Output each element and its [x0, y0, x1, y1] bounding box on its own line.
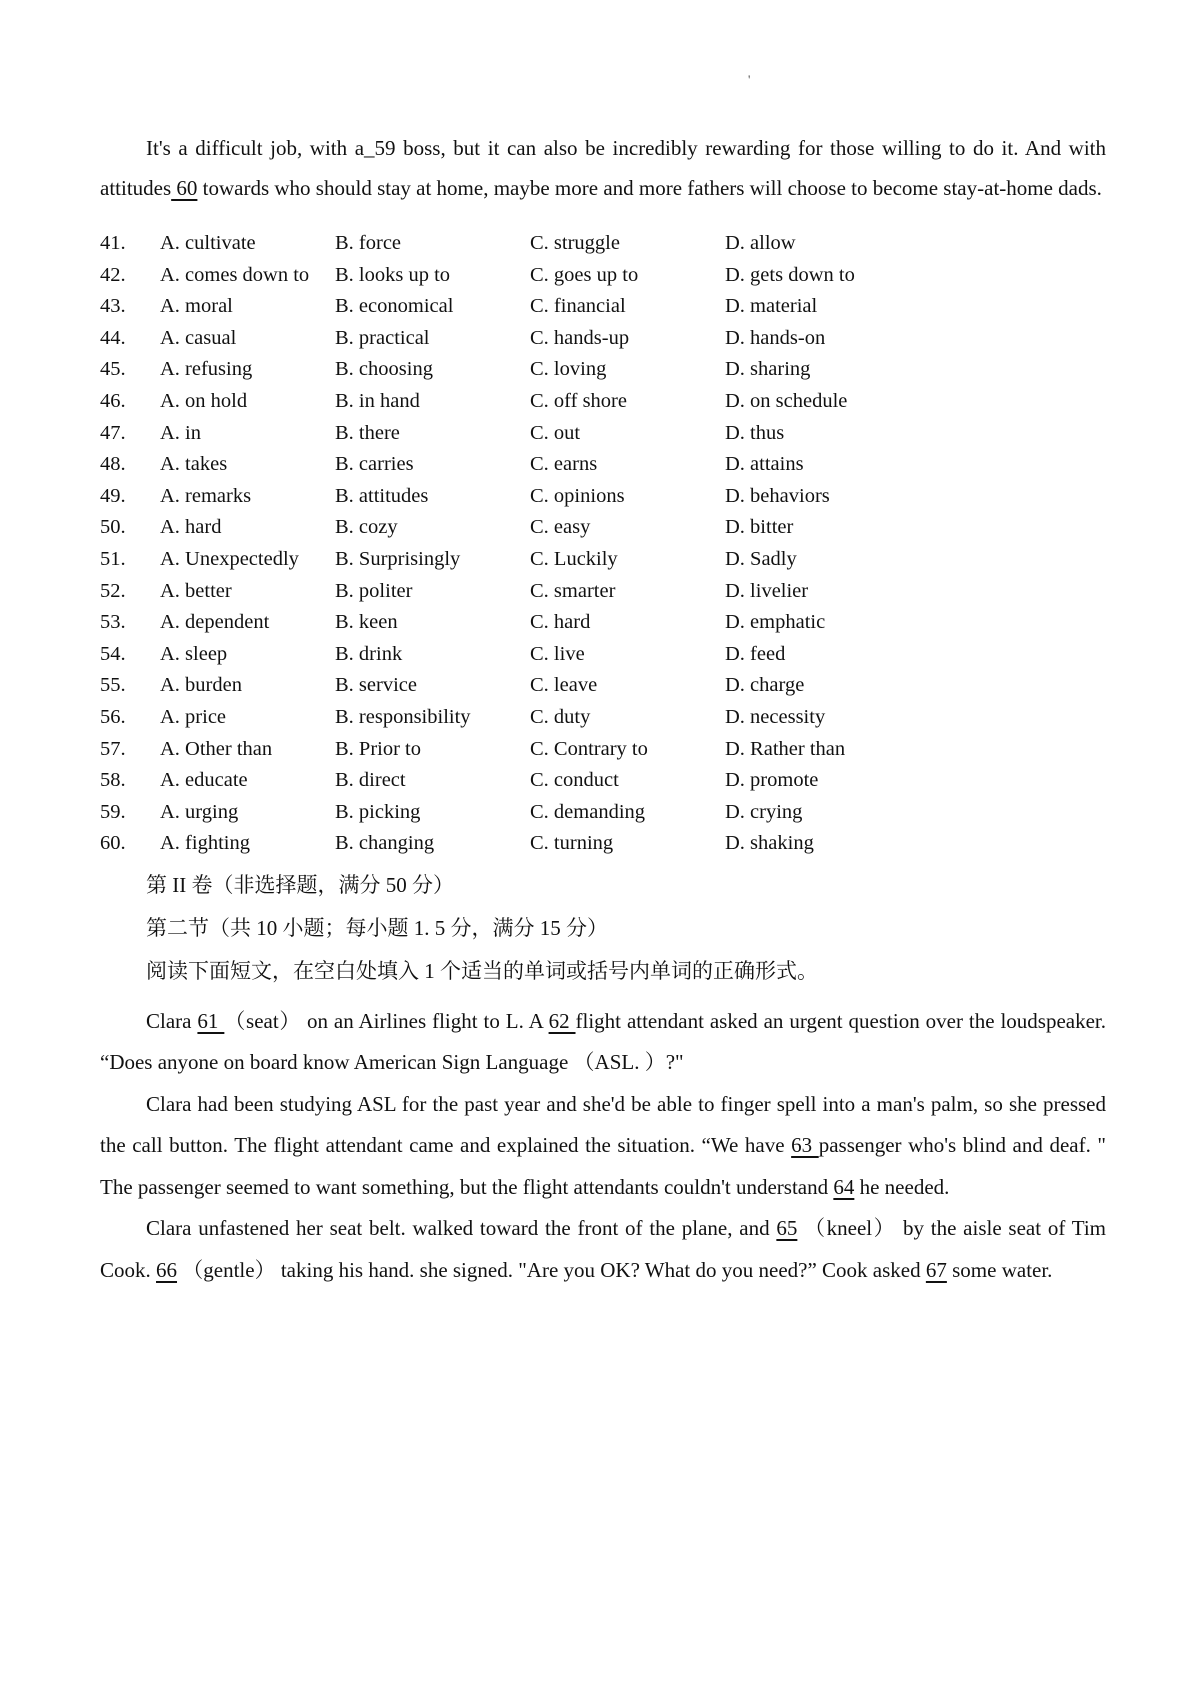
text-segment: Clara had been studying ASL for the past year and she'd be able to finger spell into a man's palm, so she pressed the call button. The flight attendant came and explained the situation. “We have: [100, 1091, 1106, 1158]
options-row: [100, 797, 1106, 829]
option-d: D. crying: [725, 800, 803, 823]
option-a: A. on hold: [160, 389, 248, 412]
question-number: 48.: [100, 453, 126, 476]
option-a: A. sleep: [160, 642, 228, 665]
question-number: 43.: [100, 295, 126, 318]
option-d: D. emphatic: [725, 611, 826, 634]
blank-number: 67: [925, 1257, 947, 1282]
text-segment: he needed.: [854, 1174, 950, 1199]
option-a: A. dependent: [160, 611, 270, 634]
option-a: A. burden: [160, 674, 242, 697]
option-c: C. financial: [530, 295, 626, 318]
blank-number: 64: [833, 1174, 855, 1199]
option-b: B. in hand: [335, 389, 420, 412]
option-a: A. urging: [160, 800, 239, 823]
question-number: 57.: [100, 737, 126, 760]
option-d: D. thus: [725, 421, 785, 444]
option-a: A. takes: [160, 453, 228, 476]
blank-number: 63: [791, 1133, 819, 1158]
option-c: C. struggle: [530, 232, 620, 254]
option-b: B. carries: [335, 453, 414, 476]
option-c: C. earns: [530, 453, 598, 476]
option-a: A. comes down to: [160, 263, 310, 286]
text-segment: （seat） on an Airlines flight to L. A: [224, 1008, 549, 1033]
option-a: A. fighting: [160, 832, 250, 855]
stray-mark: ': [748, 72, 751, 87]
option-c: C. hands-up: [530, 326, 630, 349]
option-d: D. behaviors: [725, 484, 830, 507]
text-segment: flight attendant asked an urgent question over the loudspeaker. “Does anyone on board know American Sign Language （ASL. ）?": [100, 1008, 1107, 1075]
option-c: C. off shore: [530, 389, 627, 412]
option-b: B. looks up to: [335, 263, 451, 286]
section-volume-title: 第 II 卷（非选择题，满分 50 分）: [146, 872, 454, 897]
option-d: D. attains: [725, 453, 804, 476]
option-d: D. gets down to: [725, 263, 855, 286]
option-d: D. hands-on: [725, 326, 826, 349]
options-row: [100, 449, 1106, 481]
option-c: C. hard: [530, 611, 591, 634]
option-d: D. shaking: [725, 832, 814, 855]
question-number: 45.: [100, 358, 126, 381]
option-c: C. live: [530, 642, 585, 665]
blank-number: 60: [171, 176, 198, 200]
option-d: D. promote: [725, 769, 819, 792]
option-c: C. Luckily: [530, 547, 618, 570]
option-d: D. Rather than: [725, 737, 846, 760]
option-c: C. demanding: [530, 800, 646, 823]
blank-number: 66: [156, 1257, 178, 1282]
option-a: A. price: [160, 705, 227, 728]
option-a: A. Unexpectedly: [160, 547, 299, 570]
option-b: B. direct: [335, 769, 406, 792]
options-row: [100, 765, 1106, 797]
option-a: A. remarks: [160, 484, 252, 507]
question-number: 50.: [100, 516, 126, 539]
options-row: [100, 702, 1106, 734]
option-c: C. turning: [530, 832, 614, 855]
page-content: [100, 128, 1106, 1291]
option-b: B. Prior to: [335, 737, 421, 760]
text-segment: some water.: [946, 1257, 1053, 1282]
options-row: [100, 607, 1106, 639]
text-segment: passenger who's blind and deaf. " The passenger seemed to want something, but the flight attendants couldn't understand: [100, 1133, 1107, 1199]
blank-number: 61: [197, 1008, 225, 1033]
option-c: C. leave: [530, 674, 598, 697]
options-row: [100, 828, 1106, 860]
options-row: [100, 512, 1106, 544]
question-number: 51.: [100, 547, 126, 570]
option-b: B. picking: [335, 800, 421, 823]
option-d: D. material: [725, 295, 818, 318]
option-b: B. economical: [335, 295, 454, 318]
option-b: B. drink: [335, 642, 403, 665]
option-b: B. cozy: [335, 516, 398, 539]
option-b: B. keen: [335, 611, 398, 634]
cloze-passage: [100, 1001, 1106, 1292]
question-number: 52.: [100, 579, 126, 602]
option-c: C. goes up to: [530, 263, 639, 286]
option-a: A. in: [160, 421, 201, 444]
option-a: A. hard: [160, 516, 222, 539]
option-c: C. easy: [530, 516, 591, 539]
question-number: 54.: [100, 642, 126, 665]
text-segment: It's a difficult job, with a_59 boss, but it can also be incredibly rewarding for those willing to do it. And with attitudes: [100, 136, 1106, 200]
options-row: [100, 418, 1106, 450]
option-a: A. casual: [160, 326, 237, 349]
blank-number: 65: [776, 1216, 798, 1241]
text-segment: Clara: [146, 1008, 198, 1033]
option-d: D. charge: [725, 674, 805, 697]
option-d: D. on schedule: [725, 389, 848, 412]
option-d: D. Sadly: [725, 547, 797, 570]
option-a: A. refusing: [160, 358, 253, 381]
options-row: [100, 323, 1106, 355]
option-d: D. allow: [725, 232, 796, 254]
options-table: [100, 228, 1106, 860]
text-segment: （gentle） taking his hand. she signed. "Are you OK? What do you need?” Cook asked: [177, 1257, 926, 1282]
options-row: [100, 260, 1106, 292]
question-number: 58.: [100, 769, 126, 792]
question-number: 59.: [100, 800, 126, 823]
question-number: 47.: [100, 421, 126, 444]
question-number: 53.: [100, 611, 126, 634]
option-a: A. cultivate: [160, 232, 256, 254]
question-number: 49.: [100, 484, 126, 507]
passage-paragraph-1: [100, 1001, 1106, 1084]
question-number: 56.: [100, 705, 126, 728]
option-d: D. necessity: [725, 705, 826, 728]
option-c: C. smarter: [530, 579, 616, 602]
option-c: C. conduct: [530, 769, 619, 792]
options-row: [100, 544, 1106, 576]
option-d: D. bitter: [725, 516, 794, 539]
option-c: C. duty: [530, 705, 591, 728]
options-row: [100, 291, 1106, 323]
options-row: [100, 639, 1106, 671]
question-number: 55.: [100, 674, 126, 697]
option-a: A. Other than: [160, 737, 273, 760]
options-row: [100, 576, 1106, 608]
options-row: [100, 386, 1106, 418]
option-d: D. feed: [725, 642, 786, 665]
section-part-title: 第二节（共 10 小题；每小题 1. 5 分，满分 15 分）: [146, 915, 608, 940]
option-b: B. practical: [335, 326, 430, 349]
question-number: 44.: [100, 326, 126, 349]
section2-headers: [100, 864, 1106, 993]
option-c: C. Contrary to: [530, 737, 648, 760]
option-b: B. attitudes: [335, 484, 429, 507]
intro-paragraph: [100, 128, 1106, 208]
option-a: A. educate: [160, 769, 248, 792]
option-c: C. out: [530, 421, 581, 444]
option-b: B. politer: [335, 579, 413, 602]
option-b: B. changing: [335, 832, 435, 855]
option-d: D. livelier: [725, 579, 809, 602]
options-row: [100, 354, 1106, 386]
option-c: C. loving: [530, 358, 607, 381]
option-b: B. there: [335, 421, 400, 444]
text-segment: towards who should stay at home, maybe more and more fathers will choose to become stay-at-home dads.: [197, 176, 1102, 200]
option-d: D. sharing: [725, 358, 811, 381]
option-b: B. force: [335, 232, 402, 254]
option-b: B. responsibility: [335, 705, 471, 728]
blank-number: 62: [548, 1008, 576, 1033]
option-a: A. better: [160, 579, 232, 602]
options-row: [100, 228, 1106, 260]
option-b: B. choosing: [335, 358, 433, 381]
option-c: C. opinions: [530, 484, 625, 507]
options-row: [100, 670, 1106, 702]
option-a: A. moral: [160, 295, 233, 318]
option-b: B. Surprisingly: [335, 547, 461, 570]
passage-paragraph-3: [100, 1208, 1106, 1291]
text-segment: Clara unfastened her seat belt. walked toward the front of the plane, and: [146, 1216, 777, 1241]
passage-paragraph-2: [100, 1084, 1106, 1209]
option-b: B. service: [335, 674, 417, 697]
options-row: [100, 734, 1106, 766]
text-segment: （kneel） by the aisle seat of Tim Cook.: [100, 1216, 1106, 1282]
question-number: 41.: [100, 232, 126, 254]
options-row: [100, 481, 1106, 513]
question-number: 60.: [100, 832, 126, 855]
question-number: 46.: [100, 389, 126, 412]
question-number: 42.: [100, 263, 126, 286]
section-instructions: 阅读下面短文，在空白处填入 1 个适当的单词或括号内单词的正确形式。: [146, 958, 818, 983]
